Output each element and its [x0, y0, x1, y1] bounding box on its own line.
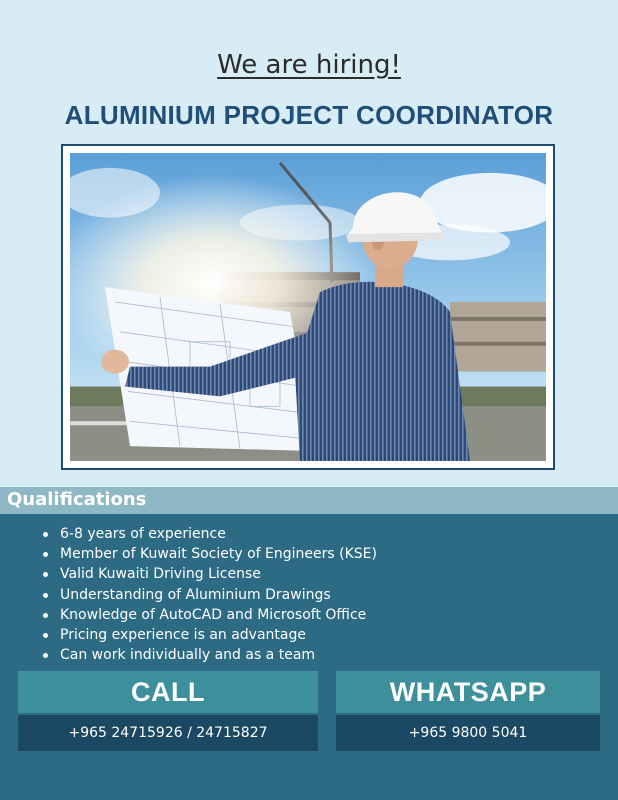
hiring-heading: We are hiring! [217, 50, 401, 80]
qualifications-list [60, 524, 377, 665]
qualifications-bar [0, 487, 618, 514]
list-item: Member of Kuwait Society of Engineers (KSE) [60, 544, 377, 564]
list-item: Pricing experience is an advantage [60, 625, 377, 645]
list-item: 6-8 years of experience [60, 524, 377, 544]
call-number[interactable]: +965 24715926 / 24715827 [18, 715, 318, 751]
whatsapp-heading: WHATSAPP [336, 671, 600, 713]
whatsapp-number[interactable]: +965 9800 5041 [336, 715, 600, 751]
list-item: Knowledge of AutoCAD and Microsoft Office [60, 605, 377, 625]
job-title: ALUMINIUM PROJECT COORDINATOR [64, 100, 554, 130]
details-panel [0, 514, 618, 800]
call-heading: CALL [18, 671, 318, 713]
list-item: Understanding of Aluminium Drawings [60, 585, 377, 605]
engineer-photo [70, 153, 546, 461]
list-item: Valid Kuwaiti Driving License [60, 564, 377, 584]
qualifications-title: Qualifications [7, 489, 147, 510]
list-item: Can work individually and as a team [60, 645, 377, 665]
photo-frame [61, 144, 555, 470]
engineer-photo-illustration [70, 153, 546, 461]
